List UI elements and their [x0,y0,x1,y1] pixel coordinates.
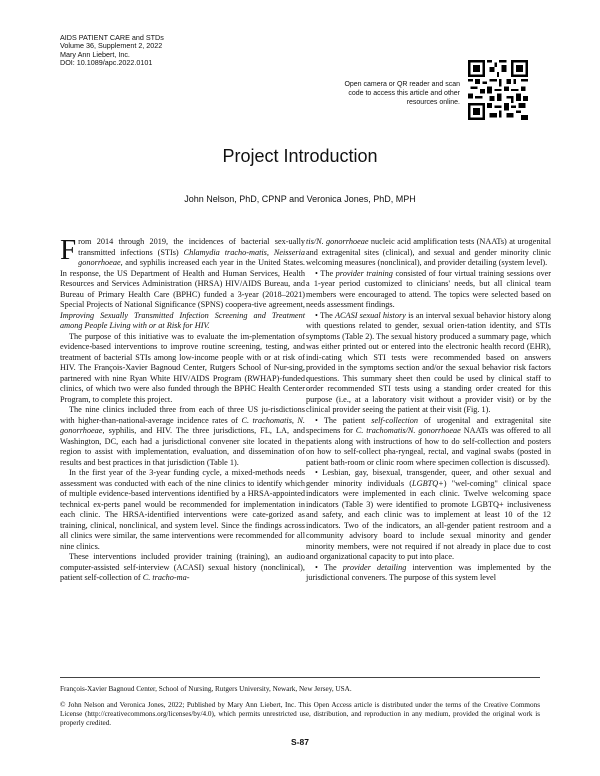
doi: DOI: 10.1089/apc.2022.0101 [60,58,153,68]
journal-volume: Volume 36, Supplement 2, 2022 [60,41,163,51]
right-column [306,237,551,584]
bullet-self-collection: • The patient self-collection of urogenital and extragenital site specimens for C. trachomatis/N. gonorrhoeae NAATs was offered to all patients along with instructions of how to do self-collection and posters on how to self-collect pha-ryngeal, rectal, and vaginal swabs (posted in patient bath-room or clinic room where specimen collection is discussed). [306,415,552,467]
authors: John Nelson, PhD, CPNP and Veronica Jones, PhD, MPH [184,194,416,204]
paragraph-continued: tis/N. gonorrhoeae nucleic acid amplification tests (NAATs) at urogenital and extragenital sites (clinical), and sexual and gender minority clinic welcoming measures (nonclinical), and provider detailing (system level). [306,237,551,267]
page-number: S-87 [291,737,309,747]
journal-name: AIDS PATIENT CARE and STDs [60,33,164,42]
publisher: Mary Ann Liebert, Inc. [60,49,130,59]
left-column [60,234,306,584]
license-notice: © John Nelson and Veronica Jones, 2022; Published by Mary Ann Liebert, Inc. This Open Access article is distributed under the terms of the Creative Commons License (http://creativecommons.org/licenses/by/4.0), which permits unrestricted use, distribution, and reproduction in any medium, provided the original work is properly credited. [60,701,540,727]
bullet-provider-detailing: • The provider detailing intervention was implemented by the jurisdictional conveners. The purpose of this system level [306,562,551,582]
journal-header [60,34,164,68]
paragraph-interventions: These interventions included provider training (training), an audio computer-assisted self-interview (ACASI) sexual history (nonclinical), patient self-collection of C. tracho-ma- [60,552,305,582]
footnote-divider [60,677,540,678]
drop-cap: F [60,234,77,266]
paragraph-clinics: The nine clinics included three from each of three US ju-risdictions with higher-than-national-average incidence rates of C. trachomatis, N. gonorrhoeae, syphilis, and HIV. The three jurisdictions, FL, LA, and Washington, DC, each had a jurisdictional convener site located in the region to assist with implementation, evaluation, and dissemination of results and best practices in that jurisdiction (Table 1). [60,405,305,467]
article-title: Project Introduction [222,146,378,166]
paragraph-needs-assessment: In the first year of the 3-year funding cycle, a mixed-methods needs assessment was conducted with each of the nine clinics to identify which of multiple evidence-based interventions identified by a HRSA-appointed technical ex-perts panel would be recommended for implementation in each clinic. The HRSA-identified interventions were cate-gorized as training, clinical, nonclinical, and system level. Since the findings across all clinics were similar, the same interventions were recommended for all nine clinics. [60,468,305,551]
qr-note: Open camera or QR reader and scan code to access this article and other resources online. [344,81,460,107]
paragraph-purpose: The purpose of this initiative was to evaluate the im-plementation of evidence-based interventions to improve routine screening, testing, and treatment of bacterial STIs among low-income people with or at risk of HIV. The François-Xavier Bagnoud Center, Rutgers School of Nur-sing, partnered with nine Ryan White HIV/AIDS Program (RWHAP)-funded clinics, of which two were also funded through the BPHC Health Center Program, to complete this project. [60,331,305,404]
qr-code[interactable] [468,60,528,120]
bullet-provider-training: • The provider training consisted of four virtual training sessions over a 1-year period customized to clinicians' needs, but all clinical team members were encouraged to attend. The topics were selected based on needs assessment findings. [306,268,551,309]
paragraph-intro: From 2014 through 2019, the incidences of bacterial sex-ually transmitted infections (STIs) Chlamydia tracho-matis, Neisseria gonorrhoeae, and syphilis increased each year in the United States. In response, the US Department of Health and Human Services, Health Resources and Services Administration (HRSA) HIV/AIDS Bureau, and Bureau of Primary Health Care (BPHC) funded a 3-year (2018–2021) Special Projects of National Significance (SPNS) coopera-tive agreement, Improving Sexually Transmitted Infection Screening and Treatment among People Living with or at Risk for HIV. [60,234,306,330]
affiliation: François-Xavier Bagnoud Center, School of Nursing, Rutgers University, Newark, New Jersey, USA. [60,685,352,693]
bullet-lgbtq: • Lesbian, gay, bisexual, transgender, queer, and other sexual and gender minority individuals (LGBTQ+) "wel-coming" clinical space indicators were implemented in each clinic. Twelve welcoming space indicators (Table 3) were identified to promote LGBTQ+ inclusiveness and safety, and each clinic was to implement at least 10 of the 12 indicators. Two of the indicators, an all-gender patient restroom and a community advisory board to include sexual minority and gender minority members, were not required if not already in place due to cost and organizational capacity to put into place. [306,468,551,561]
bullet-acasi: • The ACASI sexual history is an interval sexual behavior history along with questions related to gender, sexual orien-tation identity, and STIs symptoms (Table 2). The sexual history produced a summary page, which was either printed out or entered into the electronic health record (EHR), indi-cating which STI tests were recommended based on answers provided in the symptoms section and/or the sexual behavior risk factors questions. This summary sheet then could be used by clinical staff to order recommended STI tests using a standing order created for this purpose (i.e., at a laboratory visit without a provider visit) or by the clinical provider seeing the patient at their visit (Fig. 1). [306,310,551,414]
